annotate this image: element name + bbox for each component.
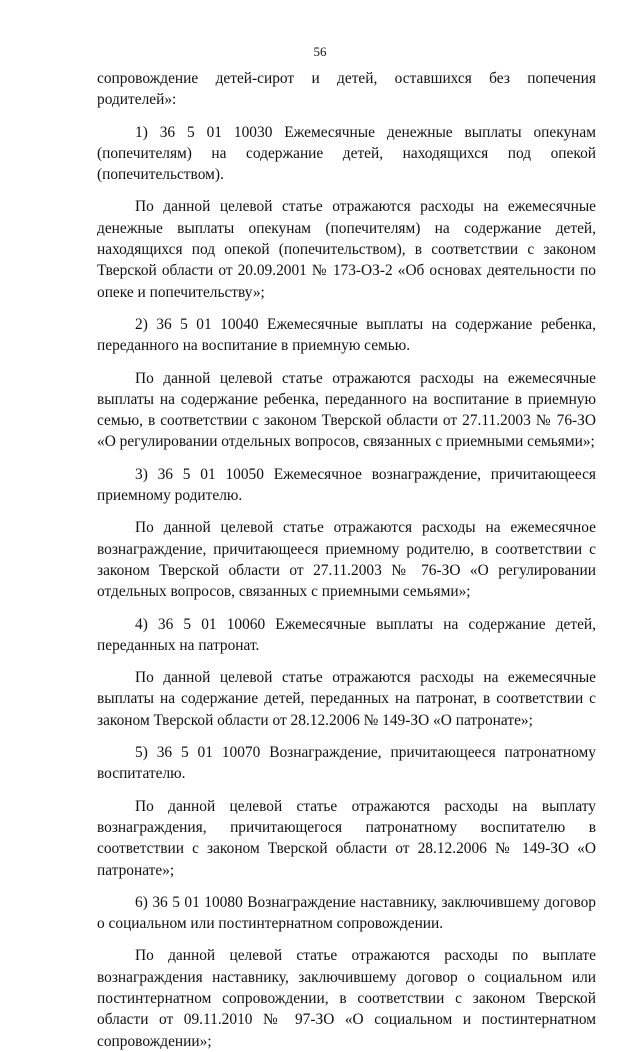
item-heading-6: 6) 36 5 01 10080 Вознаграждение наставнику, заключившему договор о социальном или постинтернатном сопровождении.: [97, 893, 596, 933]
item-heading-2: 2) 36 5 01 10040 Ежемесячные выплаты на содержание ребенка, переданного на воспитание в приемную семью.: [97, 315, 596, 355]
item-description-1: По данной целевой статье отражаются расходы на ежемесячные денежные выплаты опекунам (попечителям) на содержание детей, находящихся под опекой (попечительством), в соответствии с законом Тверской области от 20.09.2001 № 173-ОЗ-2 «Об основах деятельности по опеке и попечительству»;: [97, 198, 596, 301]
page-number: 56: [313, 44, 327, 59]
lead-text: сопровождение детей-сирот и детей, оставшихся без попечения родителей»:: [97, 70, 596, 109]
item-heading-3: 3) 36 5 01 10050 Ежемесячное вознаграждение, причитающееся приемному родителю.: [97, 465, 596, 505]
item-description-2: По данной целевой статье отражаются расходы на ежемесячные выплаты на содержание ребенка, переданного на воспитание в приемную семью, в соответствии с законом Тверской области от 27.11.2003 № 76-ЗО «О регулировании отдельных вопросов, связанных с приемными семьями»;: [97, 369, 596, 451]
item-heading-4: 4) 36 5 01 10060 Ежемесячные выплаты на содержание детей, переданных на патронат.: [97, 615, 596, 654]
item-description-6: По данной целевой статье отражаются расходы по выплате вознаграждения наставнику, заключившему договор о социальном или постинтернатном сопровождении, в соответствии с законом Тверской области от 09.11.2010 № 97-ЗО «О социальном и постинтернатном сопровождении»;: [97, 947, 596, 1050]
item-description-3: По данной целевой статье отражаются расходы на ежемесячное вознаграждение, причитающееся приемному родителю, в соответствии с законом Тверской области от 27.11.2003 № 76-ЗО «О регулировании отдельных вопросов, связанных с приемными семьями»;: [97, 519, 596, 601]
item-description-5: По данной целевой статье отражаются расходы на выплату вознаграждения, причитающегося патронатному воспитателю в соответствии с законом Тверской области от 28.12.2006 № 149-ЗО «О патронате»;: [97, 797, 596, 879]
item-heading-1: 1) 36 5 01 10030 Ежемесячные денежные выплаты опекунам (попечителям) на содержание детей, находящихся под опекой (попечительством).: [97, 123, 596, 184]
item-heading-5: 5) 36 5 01 10070 Вознаграждение, причитающееся патронатному воспитателю.: [97, 744, 596, 783]
item-description-4: По данной целевой статье отражаются расходы на ежемесячные выплаты на содержание детей, переданных на патронат, в соответствии с законом Тверской области от 28.12.2006 № 149-ЗО «О патронате»;: [97, 669, 596, 729]
document-body: [97, 68, 596, 1052]
